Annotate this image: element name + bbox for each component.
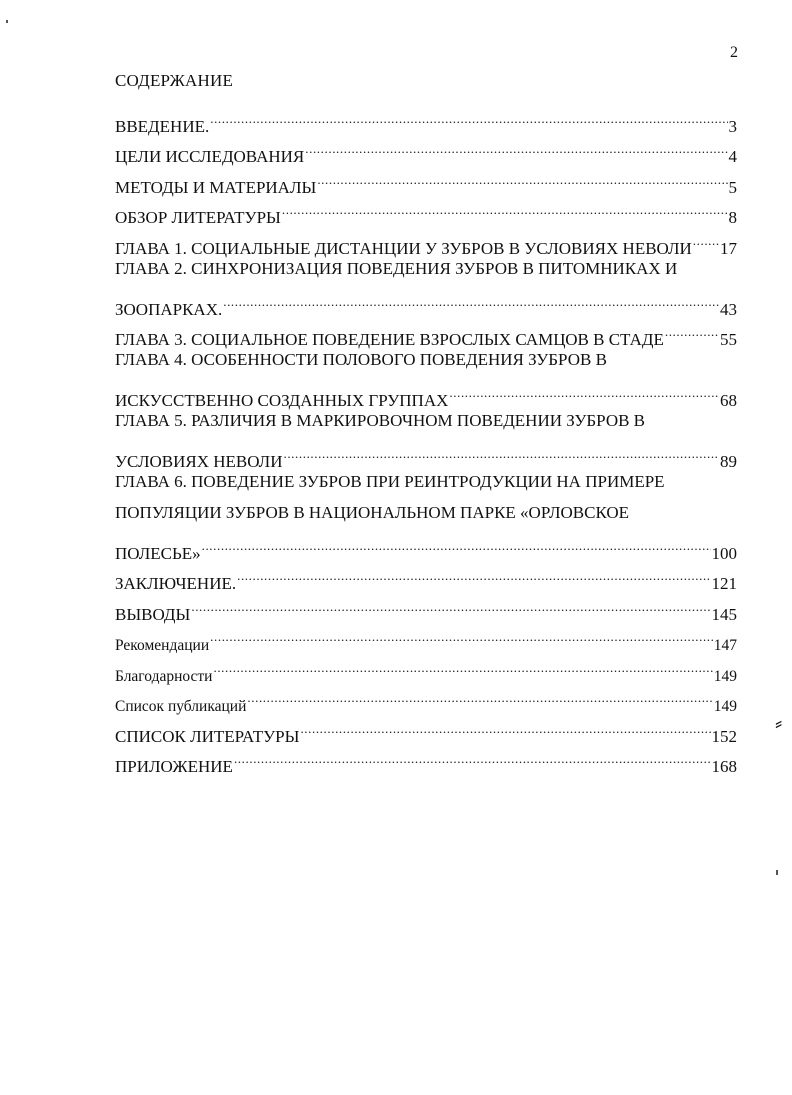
- toc-entry-title: ГЛАВА 1. СОЦИАЛЬНЫЕ ДИСТАНЦИИ У ЗУБРОВ В УСЛОВИЯХ НЕВОЛИ: [115, 238, 692, 258]
- toc-entry-title: ЦЕЛИ ИССЛЕДОВАНИЯ: [115, 147, 305, 166]
- toc-entry-page: 55: [720, 330, 737, 349]
- toc-entry-chapter-4-line[interactable]: ГЛАВА 4. ОСОБЕННОСТИ ПОЛОВОГО ПОВЕДЕНИЯ ЗУБРОВ В: [115, 350, 607, 369]
- toc-entry-title: ОБЗОР ЛИТЕРАТУРЫ: [115, 208, 281, 227]
- toc-entry-page: 149: [713, 698, 737, 715]
- toc-entry-title: ЗАКЛЮЧЕНИЕ.: [115, 574, 237, 593]
- toc-entry-chapter-6[interactable]: [115, 528, 737, 563]
- toc-entry-title: ГЛАВА 3. СОЦИАЛЬНОЕ ПОВЕДЕНИЕ ВЗРОСЛЫХ САМЦОВ В СТАДЕ: [115, 330, 664, 349]
- toc-entry-page: 8: [728, 208, 737, 227]
- toc-entry-title: ПОЛЕСЬЕ»: [115, 543, 201, 563]
- toc-entry-chapter-5-line[interactable]: ГЛАВА 5. РАЗЛИЧИЯ В МАРКИРОВОЧНОМ ПОВЕДЕНИИ ЗУБРОВ В: [115, 411, 646, 430]
- toc-entry-page: 152: [711, 726, 737, 746]
- dot-leader: [210, 620, 713, 651]
- toc-entry-findings[interactable]: [115, 589, 737, 624]
- toc-entry-title: ПРИЛОЖЕНИЕ: [115, 757, 233, 776]
- toc-entry-title: СПИСОК ЛИТЕРАТУРЫ: [115, 726, 300, 746]
- toc-entry-page: 43: [720, 299, 737, 319]
- toc-entry-chapter-6-line[interactable]: ПОПУЛЯЦИИ ЗУБРОВ В НАЦИОНАЛЬНОМ ПАРКЕ «ОРЛОВСКОЕ: [115, 502, 630, 522]
- toc-entry-introduction[interactable]: [115, 101, 737, 136]
- dot-leader: [317, 162, 727, 193]
- toc-entry-title: Рекомендации: [115, 637, 210, 654]
- dot-leader: [210, 101, 727, 132]
- toc-entry-page: 100: [711, 543, 737, 563]
- dot-leader: [665, 315, 719, 346]
- dot-leader: [234, 742, 711, 773]
- toc-entry-chapter-5[interactable]: [115, 437, 737, 471]
- toc-entry-page: 4: [728, 147, 737, 166]
- toc-entry-page: 147: [713, 637, 737, 654]
- toc-entry-page: 145: [711, 604, 737, 624]
- toc-entry-title: ЗООПАРКАХ.: [115, 299, 223, 319]
- dot-leader: [693, 223, 719, 254]
- dot-leader: [282, 193, 728, 224]
- toc-entry-page: 5: [728, 177, 737, 197]
- toc-entry-conclusion[interactable]: [115, 559, 737, 593]
- scan-speck: [6, 20, 8, 23]
- toc-entry-title: ВЫВОДЫ: [115, 604, 191, 624]
- page-number: 2: [730, 44, 738, 61]
- toc-entry-page: 121: [711, 574, 737, 593]
- scan-mark: ⸗: [775, 710, 783, 735]
- dot-leader: [237, 559, 710, 590]
- toc-entry-page: 17: [720, 238, 737, 258]
- toc-entry-title: Благодарности: [115, 667, 213, 685]
- toc-entry-page: 149: [713, 667, 737, 685]
- toc-entry-page: 3: [728, 116, 737, 136]
- dot-leader: [213, 650, 712, 681]
- dot-leader: [247, 681, 712, 712]
- toc-entry-chapter-2-line[interactable]: ГЛАВА 2. СИНХРОНИЗАЦИЯ ПОВЕДЕНИЯ ЗУБРОВ В ПИТОМНИКАХ И: [115, 258, 678, 278]
- toc-entry-title: УСЛОВИЯХ НЕВОЛИ: [115, 452, 283, 471]
- toc-entry-title: ИСКУССТВЕННО СОЗДАННЫХ ГРУППАХ: [115, 391, 449, 410]
- toc-entry-title: Список публикаций: [115, 698, 247, 715]
- dot-leader: [223, 284, 719, 315]
- toc-entry-page: 168: [711, 757, 737, 776]
- toc-heading: СОДЕРЖАНИЕ: [115, 71, 234, 90]
- toc-entry-title: ВВЕДЕНИЕ.: [115, 116, 210, 136]
- toc-entry-page: 68: [720, 391, 737, 410]
- toc-entry-recommendations[interactable]: [115, 620, 737, 654]
- toc-entry-chapter-2[interactable]: [115, 284, 737, 319]
- toc-entry-title: МЕТОДЫ И МАТЕРИАЛЫ: [115, 177, 317, 197]
- dot-leader: [300, 711, 710, 742]
- dot-leader: [191, 589, 710, 620]
- scan-speck: [776, 870, 778, 875]
- dot-leader: [202, 528, 711, 559]
- dot-leader: [305, 132, 727, 163]
- toc-entry-chapter-6-line[interactable]: ГЛАВА 6. ПОВЕДЕНИЕ ЗУБРОВ ПРИ РЕИНТРОДУКЦИИ НА ПРИМЕРЕ: [115, 472, 665, 491]
- table-of-contents: [115, 70, 737, 776]
- toc-entry-page: 89: [720, 452, 737, 471]
- dot-leader: [283, 437, 719, 468]
- dot-leader: [449, 376, 719, 407]
- toc-entry-chapter-4[interactable]: [115, 376, 737, 410]
